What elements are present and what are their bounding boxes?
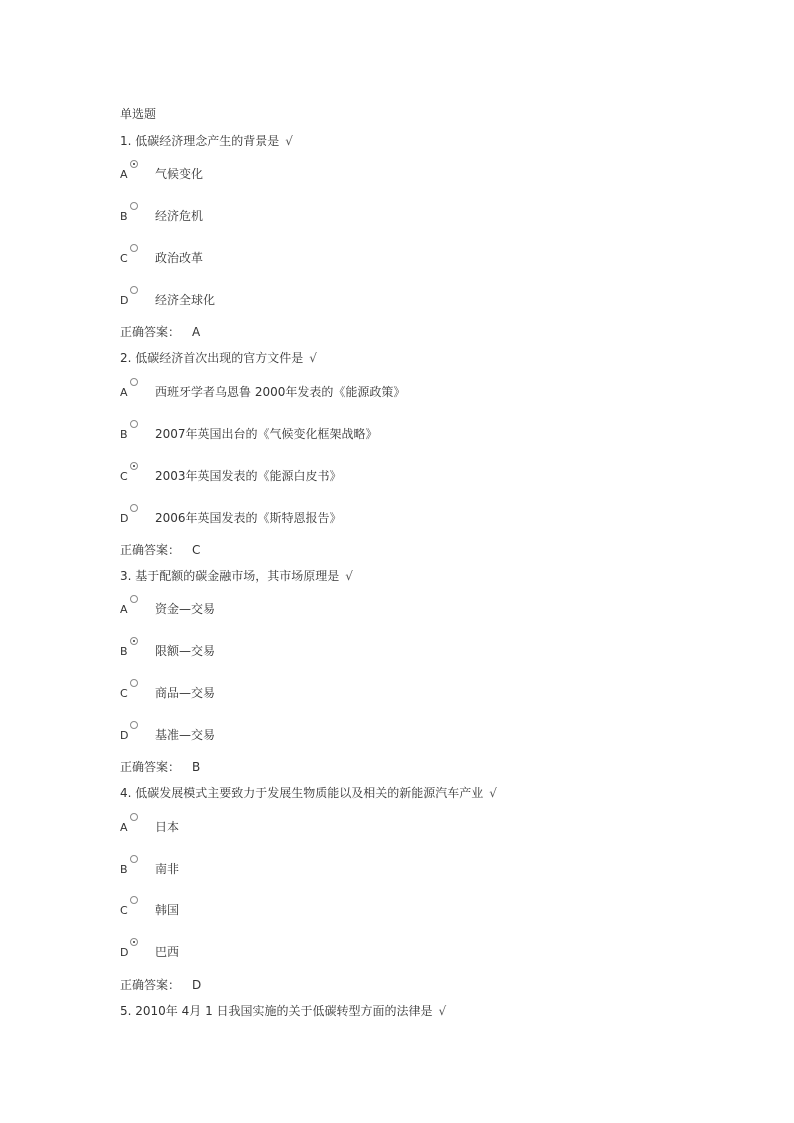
option-1c[interactable] <box>120 248 720 268</box>
question-2-title <box>120 350 317 366</box>
option-letter: A <box>120 603 128 616</box>
option-letter: B <box>120 428 128 441</box>
option-4a[interactable] <box>120 817 720 837</box>
option-2a[interactable] <box>120 382 720 402</box>
question-text: 5. 2010年 4月 1 日我国实施的关于低碳转型方面的法律是 <box>120 1004 433 1018</box>
option-1a[interactable] <box>120 164 720 184</box>
check-mark-icon: √ <box>285 134 293 148</box>
option-1d[interactable] <box>120 290 720 310</box>
radio-button[interactable] <box>130 286 138 294</box>
option-text: 2006年英国发表的《斯特恩报告》 <box>155 511 342 525</box>
option-text: 气候变化 <box>155 167 204 181</box>
option-text: 日本 <box>155 820 180 834</box>
radio-button[interactable] <box>130 855 138 863</box>
radio-button[interactable] <box>130 595 138 603</box>
option-3a[interactable] <box>120 599 720 619</box>
question-text: 3. 基于配额的碳金融市场，其市场原理是 <box>120 569 340 583</box>
answer-1 <box>120 324 200 340</box>
radio-button-selected[interactable] <box>130 637 138 645</box>
radio-button[interactable] <box>130 504 138 512</box>
radio-button[interactable] <box>130 896 138 904</box>
option-4b[interactable] <box>120 859 720 879</box>
option-letter: C <box>120 252 128 265</box>
option-3c[interactable] <box>120 683 720 703</box>
check-mark-icon: √ <box>345 569 353 583</box>
check-mark-icon: √ <box>309 351 317 365</box>
answer-value: A <box>192 325 201 339</box>
option-4c[interactable] <box>120 900 720 920</box>
answer-label: 正确答案： <box>120 978 181 992</box>
option-letter: B <box>120 863 128 876</box>
question-text: 1. 低碳经济理念产生的背景是 <box>120 134 280 148</box>
option-letter: D <box>120 294 129 307</box>
answer-4 <box>120 977 201 993</box>
option-2b[interactable] <box>120 424 720 444</box>
option-text: 南非 <box>155 862 180 876</box>
answer-3 <box>120 759 200 775</box>
check-mark-icon: √ <box>438 1004 447 1018</box>
radio-button[interactable] <box>130 244 138 252</box>
answer-label: 正确答案： <box>120 325 181 339</box>
option-2c[interactable] <box>120 466 720 486</box>
option-letter: D <box>120 946 129 959</box>
question-text: 2. 低碳经济首次出现的官方文件是 <box>120 351 304 365</box>
option-text: 经济全球化 <box>155 293 216 307</box>
option-letter: D <box>120 512 129 525</box>
option-text: 商品—交易 <box>155 686 216 700</box>
option-text: 政治改革 <box>155 251 204 265</box>
option-text: 经济危机 <box>155 209 204 223</box>
radio-button[interactable] <box>130 420 138 428</box>
option-letter: A <box>120 168 128 181</box>
radio-button[interactable] <box>130 378 138 386</box>
section-title: 单选题 <box>120 107 157 121</box>
option-letter: A <box>120 386 128 399</box>
radio-button[interactable] <box>130 813 138 821</box>
option-text: 韩国 <box>155 903 180 917</box>
answer-label: 正确答案： <box>120 543 181 557</box>
option-letter: C <box>120 687 128 700</box>
question-5-title <box>120 1003 446 1019</box>
radio-button[interactable] <box>130 679 138 687</box>
check-mark-icon: √ <box>489 786 497 800</box>
option-letter: A <box>120 821 128 834</box>
option-4d[interactable] <box>120 942 720 962</box>
option-text: 2003年英国发表的《能源白皮书》 <box>155 469 342 483</box>
answer-value: B <box>192 760 201 774</box>
radio-button[interactable] <box>130 721 138 729</box>
question-text: 4. 低碳发展模式主要致力于发展生物质能以及相关的新能源汽车产业 <box>120 786 484 800</box>
question-3-title <box>120 568 353 584</box>
option-letter: D <box>120 729 129 742</box>
option-letter: C <box>120 470 128 483</box>
radio-button-selected[interactable] <box>130 938 138 946</box>
option-letter: B <box>120 645 128 658</box>
radio-button[interactable] <box>130 202 138 210</box>
option-text: 巴西 <box>155 945 180 959</box>
option-text: 2007年英国出台的《气候变化框架战略》 <box>155 427 378 441</box>
question-1-title <box>120 133 293 149</box>
option-3d[interactable] <box>120 725 720 745</box>
answer-2 <box>120 542 200 558</box>
question-4-title <box>120 785 497 801</box>
answer-value: D <box>192 978 202 992</box>
option-3b[interactable] <box>120 641 720 661</box>
radio-button-selected[interactable] <box>130 160 138 168</box>
answer-value: C <box>192 543 201 557</box>
option-2d[interactable] <box>120 508 720 528</box>
option-letter: B <box>120 210 128 223</box>
option-1b[interactable] <box>120 206 720 226</box>
option-text: 限额—交易 <box>155 644 216 658</box>
option-text: 资金—交易 <box>155 602 216 616</box>
option-letter: C <box>120 904 128 917</box>
radio-button-selected[interactable] <box>130 462 138 470</box>
option-text: 基准—交易 <box>155 728 216 742</box>
answer-label: 正确答案： <box>120 760 181 774</box>
option-text: 西班牙学者乌恩鲁 2000年发表的《能源政策》 <box>155 385 406 399</box>
